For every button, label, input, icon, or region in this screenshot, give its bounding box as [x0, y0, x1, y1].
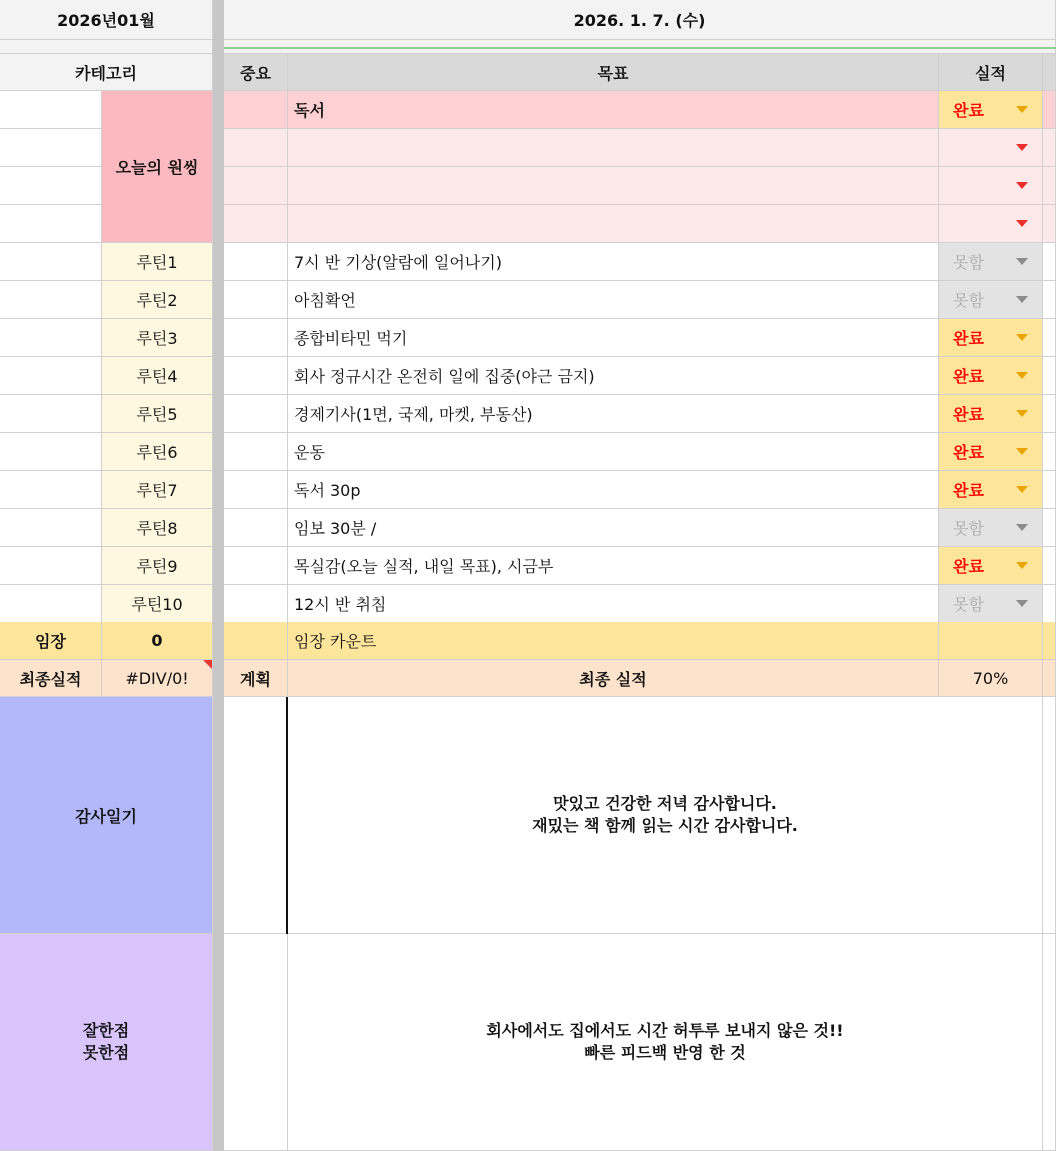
routine-label[interactable]: 루틴5 — [102, 395, 213, 433]
blank-cell[interactable] — [0, 91, 102, 129]
final-result-label[interactable]: 최종 실적 — [288, 660, 939, 697]
chevron-down-icon[interactable] — [1016, 448, 1028, 455]
frozen-column-divider[interactable] — [213, 0, 224, 1151]
chevron-down-icon[interactable] — [1016, 562, 1028, 569]
one-thing-label[interactable]: 오늘의 원씽 — [102, 91, 213, 243]
routine-blank[interactable] — [0, 243, 102, 281]
status-label: 완료 — [953, 481, 984, 500]
one-thing-goal[interactable]: 독서 — [288, 91, 939, 129]
status-label: 못함 — [953, 253, 984, 272]
routine-blank[interactable] — [0, 585, 102, 623]
routine-status[interactable] — [939, 395, 1043, 433]
routine-blank[interactable] — [0, 281, 102, 319]
routine-label[interactable]: 루틴7 — [102, 471, 213, 509]
chevron-down-icon[interactable] — [1016, 410, 1028, 417]
routine-goal[interactable]: 아침확언 — [288, 281, 939, 319]
extra-cell — [1043, 547, 1056, 585]
plan-label[interactable]: 계획 — [224, 660, 288, 697]
month-cell[interactable]: 2026년01월 — [0, 0, 213, 40]
status-label: 완료 — [953, 367, 984, 386]
routine-goal[interactable]: 회사 정규시간 온전히 일에 집중(야근 금지) — [288, 357, 939, 395]
routine-blank[interactable] — [0, 433, 102, 471]
routine-blank[interactable] — [0, 509, 102, 547]
extra-cell — [1043, 129, 1056, 167]
one-thing-importance[interactable] — [224, 167, 288, 205]
routine-status[interactable] — [939, 471, 1043, 509]
extra-cell — [1043, 243, 1056, 281]
final-value[interactable] — [102, 660, 213, 697]
blank-cell[interactable] — [0, 129, 102, 167]
routine-importance[interactable] — [224, 585, 288, 623]
extra-cell — [1043, 622, 1056, 660]
review-text[interactable]: 회사에서도 집에서도 시간 허투루 보내지 않은 것!! 빠른 피드백 반영 한 것 — [288, 934, 1043, 1151]
goal-header[interactable]: 목표 — [288, 54, 939, 91]
routine-status[interactable] — [939, 585, 1043, 623]
imjang-value[interactable]: 0 — [102, 622, 213, 660]
status-label: 완료 — [953, 405, 984, 424]
final-value-text: #DIV/0! — [125, 668, 189, 688]
result-header[interactable]: 실적 — [939, 54, 1043, 91]
routine-status[interactable] — [939, 509, 1043, 547]
routine-importance[interactable] — [224, 281, 288, 319]
extra-cell — [1043, 471, 1056, 509]
chevron-down-icon[interactable] — [1016, 334, 1028, 341]
one-thing-importance[interactable] — [224, 205, 288, 243]
extra-cell — [1043, 660, 1056, 697]
final-result-value[interactable]: 70% — [939, 660, 1043, 697]
routine-label[interactable]: 루틴4 — [102, 357, 213, 395]
extra-cell — [1043, 281, 1056, 319]
routine-goal[interactable]: 임보 30분 / — [288, 509, 939, 547]
one-thing-importance[interactable] — [224, 91, 288, 129]
routine-importance[interactable] — [224, 357, 288, 395]
imjang-result[interactable] — [939, 622, 1043, 660]
blank-cell[interactable] — [0, 167, 102, 205]
extra-cell — [1043, 319, 1056, 357]
routine-importance[interactable] — [224, 433, 288, 471]
one-thing-importance[interactable] — [224, 129, 288, 167]
extra-cell — [1043, 167, 1056, 205]
chevron-down-icon[interactable] — [1016, 524, 1028, 531]
routine-importance[interactable] — [224, 471, 288, 509]
routine-goal[interactable]: 종합비타민 먹기 — [288, 319, 939, 357]
extra-cell — [1043, 509, 1056, 547]
comment-marker-icon[interactable] — [203, 660, 212, 669]
routine-importance[interactable] — [224, 395, 288, 433]
extra-cell — [1043, 205, 1056, 243]
status-label: 못함 — [953, 291, 984, 310]
status-label: 완료 — [953, 443, 984, 462]
chevron-down-icon[interactable] — [1016, 600, 1028, 607]
status-label: 완료 — [953, 101, 984, 120]
chevron-down-icon[interactable] — [1016, 258, 1028, 265]
one-thing-goal[interactable] — [288, 205, 939, 243]
status-label: 완료 — [953, 557, 984, 576]
routine-status[interactable] — [939, 547, 1043, 585]
chevron-down-icon[interactable] — [1016, 182, 1028, 189]
routine-importance[interactable] — [224, 243, 288, 281]
extra-cell — [1043, 357, 1056, 395]
extra-cell — [1043, 697, 1056, 934]
status-label: 못함 — [953, 519, 984, 538]
routine-label[interactable]: 루틴2 — [102, 281, 213, 319]
one-thing-status[interactable] — [939, 91, 1043, 129]
extra-header — [1043, 54, 1056, 91]
gratitude-label[interactable]: 감사일기 — [0, 697, 213, 934]
category-header[interactable]: 카테고리 — [0, 54, 213, 91]
chevron-down-icon[interactable] — [1016, 144, 1028, 151]
routine-importance[interactable] — [224, 509, 288, 547]
spacer-row — [0, 40, 213, 54]
routine-blank[interactable] — [0, 357, 102, 395]
extra-cell — [1043, 433, 1056, 471]
routine-importance[interactable] — [224, 547, 288, 585]
routine-status[interactable] — [939, 281, 1043, 319]
routine-importance[interactable] — [224, 319, 288, 357]
chevron-down-icon[interactable] — [1016, 296, 1028, 303]
chevron-down-icon[interactable] — [1016, 486, 1028, 493]
gratitude-text[interactable]: 맛있고 건강한 저녁 감사합니다. 재밌는 책 함께 읽는 시간 감사합니다. — [288, 697, 1043, 934]
routine-status[interactable] — [939, 433, 1043, 471]
routine-label[interactable]: 루틴3 — [102, 319, 213, 357]
review-plan[interactable] — [224, 934, 288, 1151]
one-thing-goal[interactable] — [288, 167, 939, 205]
imjang-importance[interactable] — [224, 622, 288, 660]
routine-label[interactable]: 루틴1 — [102, 243, 213, 281]
routine-blank[interactable] — [0, 547, 102, 585]
routine-goal[interactable]: 7시 반 기상(알람에 일어나기) — [288, 243, 939, 281]
review-label[interactable]: 잘한점 못한점 — [0, 934, 213, 1151]
routine-goal[interactable]: 운동 — [288, 433, 939, 471]
routine-status[interactable] — [939, 243, 1043, 281]
routine-goal[interactable]: 독서 30p — [288, 471, 939, 509]
one-thing-goal[interactable] — [288, 129, 939, 167]
chevron-down-icon[interactable] — [1016, 106, 1028, 113]
extra-cell — [1043, 585, 1056, 623]
cell-border — [286, 697, 288, 934]
routine-blank[interactable] — [0, 471, 102, 509]
one-thing-status[interactable] — [939, 205, 1043, 243]
routine-goal[interactable]: 목실감(오늘 실적, 내일 목표), 시금부 — [288, 547, 939, 585]
extra-cell — [1043, 934, 1056, 1151]
imjang-label[interactable]: 임장 — [0, 622, 102, 660]
gratitude-plan[interactable] — [224, 697, 288, 934]
routine-goal[interactable]: 12시 반 취침 — [288, 585, 939, 623]
chevron-down-icon[interactable] — [1016, 372, 1028, 379]
one-thing-status[interactable] — [939, 167, 1043, 205]
routine-blank[interactable] — [0, 395, 102, 433]
routine-label[interactable]: 루틴8 — [102, 509, 213, 547]
routine-label[interactable]: 루틴10 — [102, 585, 213, 623]
status-label: 완료 — [953, 329, 984, 348]
status-label: 못함 — [953, 595, 984, 614]
routine-label[interactable]: 루틴6 — [102, 433, 213, 471]
importance-header[interactable]: 중요 — [224, 54, 288, 91]
routine-status[interactable] — [939, 319, 1043, 357]
extra-cell — [1043, 91, 1056, 129]
one-thing-status[interactable] — [939, 129, 1043, 167]
selection-line — [224, 47, 1056, 49]
final-label[interactable]: 최종실적 — [0, 660, 102, 697]
date-cell[interactable]: 2026. 1. 7. (수) — [224, 0, 1056, 40]
routine-label[interactable]: 루틴9 — [102, 547, 213, 585]
extra-cell — [1043, 395, 1056, 433]
routine-status[interactable] — [939, 357, 1043, 395]
routine-goal[interactable]: 경제기사(1면, 국제, 마켓, 부동산) — [288, 395, 939, 433]
routine-blank[interactable] — [0, 319, 102, 357]
chevron-down-icon[interactable] — [1016, 220, 1028, 227]
imjang-goal[interactable]: 임장 카운트 — [288, 622, 939, 660]
blank-cell[interactable] — [0, 205, 102, 243]
